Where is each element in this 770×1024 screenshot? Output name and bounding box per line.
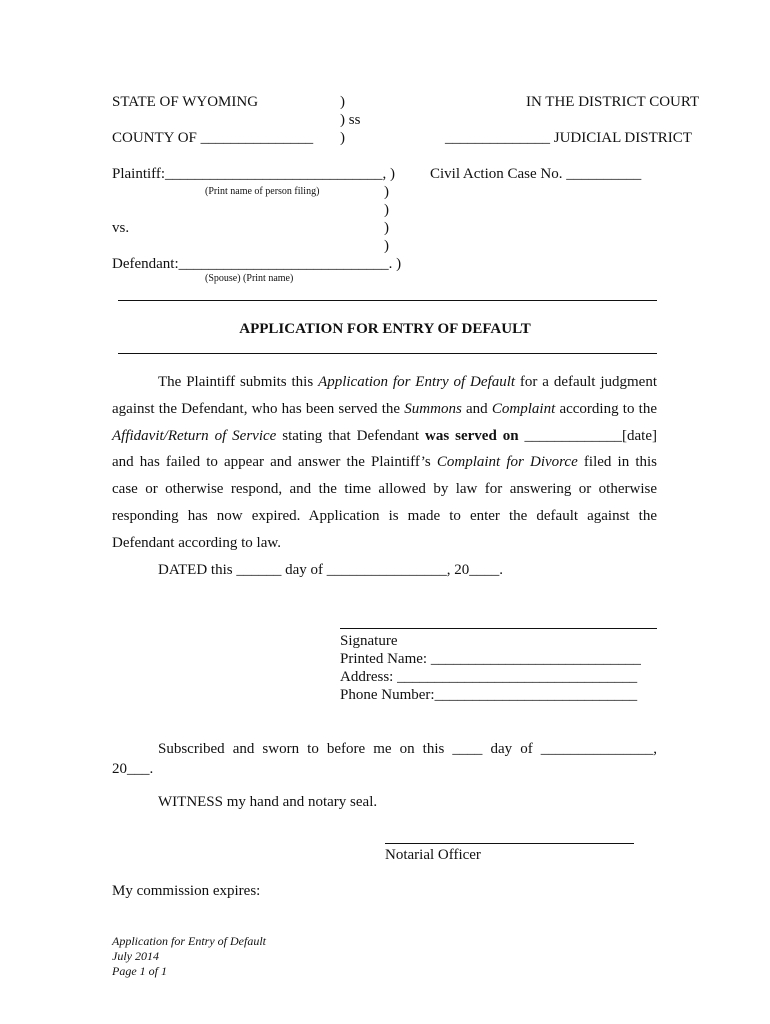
judicial-district-field[interactable]: ______________ JUDICIAL DISTRICT	[445, 130, 692, 146]
text-run: and	[461, 400, 492, 417]
caption-paren: )	[340, 130, 345, 146]
paragraph-line	[112, 369, 657, 396]
caption-paren: )	[384, 220, 389, 236]
witness-statement: WITNESS my hand and notary seal.	[158, 794, 378, 810]
paragraph-line: case or otherwise respond, and the time allowed by law for answering or otherwise	[112, 481, 657, 498]
ss-marker: ) ss	[340, 112, 361, 128]
text-run: stating that Defendant	[276, 427, 426, 444]
text-run: filed in this	[577, 454, 658, 471]
text-run: and has failed to appear and answer the Plaintiff’s	[112, 454, 437, 471]
paragraph-line	[112, 423, 657, 450]
title-bottom-rule	[118, 353, 657, 354]
notary-signature-line[interactable]	[385, 843, 634, 844]
text-run: Affidavit/Return of Service	[112, 427, 277, 444]
text-run: against the Defendant, who has been served the	[112, 400, 405, 417]
paragraph-line	[112, 396, 657, 423]
caption-paren: )	[340, 94, 345, 110]
footer-date: July 2014	[112, 949, 159, 963]
text-run: Summons	[404, 400, 462, 417]
served-date-field[interactable]: _____________[date]	[518, 427, 657, 444]
defendant-hint: (Spouse) (Print name)	[205, 273, 294, 284]
text-run: Complaint	[491, 400, 556, 417]
civil-action-case-field[interactable]: Civil Action Case No. __________	[430, 166, 642, 182]
signature-label: Signature	[340, 633, 398, 649]
text-run: was served on	[425, 427, 519, 444]
footer-form-title: Application for Entry of Default	[112, 934, 266, 948]
defendant-field[interactable]: Defendant:____________________________. )	[112, 256, 402, 272]
dated-field[interactable]: DATED this ______ day of ________________, 20____.	[158, 562, 503, 578]
text-run: Application for Entry of Default	[318, 374, 516, 390]
caption-paren: )	[384, 184, 389, 200]
paragraph-line: Defendant according to law.	[112, 534, 281, 551]
text-run: The Plaintiff submits this	[158, 374, 319, 390]
text-run: Complaint for Divorce	[436, 454, 578, 471]
caption-paren: )	[384, 238, 389, 254]
paragraph-line: responding has now expired. Application is made to enter the default against the	[112, 507, 657, 524]
printed-name-field[interactable]: Printed Name: ____________________________	[340, 651, 641, 667]
application-paragraph	[112, 369, 657, 557]
text-run: for a default judgment	[515, 374, 657, 390]
phone-number-field[interactable]: Phone Number:___________________________	[340, 687, 638, 703]
document-title: APPLICATION FOR ENTRY OF DEFAULT	[239, 321, 531, 337]
title-top-rule	[118, 300, 657, 301]
county-field[interactable]: COUNTY OF _______________	[112, 130, 314, 146]
address-field[interactable]: Address: ________________________________	[340, 669, 638, 685]
plaintiff-field[interactable]: Plaintiff:_____________________________, )	[112, 166, 396, 182]
paragraph-line	[112, 449, 657, 476]
court-label: IN THE DISTRICT COURT	[526, 94, 700, 110]
caption-paren: )	[384, 202, 389, 218]
signature-line[interactable]	[340, 628, 657, 629]
notarial-officer-label: Notarial Officer	[385, 847, 481, 863]
plaintiff-hint: (Print name of person filing)	[205, 186, 320, 197]
commission-expires-label: My commission expires:	[112, 883, 261, 899]
state-label: STATE OF WYOMING	[112, 94, 259, 110]
vs-label: vs.	[112, 220, 130, 236]
subscribed-sworn-field[interactable]: Subscribed and sworn to before me on this ____ day of _______________,	[158, 741, 657, 757]
footer-page-number: Page 1 of 1	[112, 964, 167, 978]
notary-year-field[interactable]: 20___.	[112, 761, 154, 777]
text-run: according to the	[555, 400, 657, 417]
